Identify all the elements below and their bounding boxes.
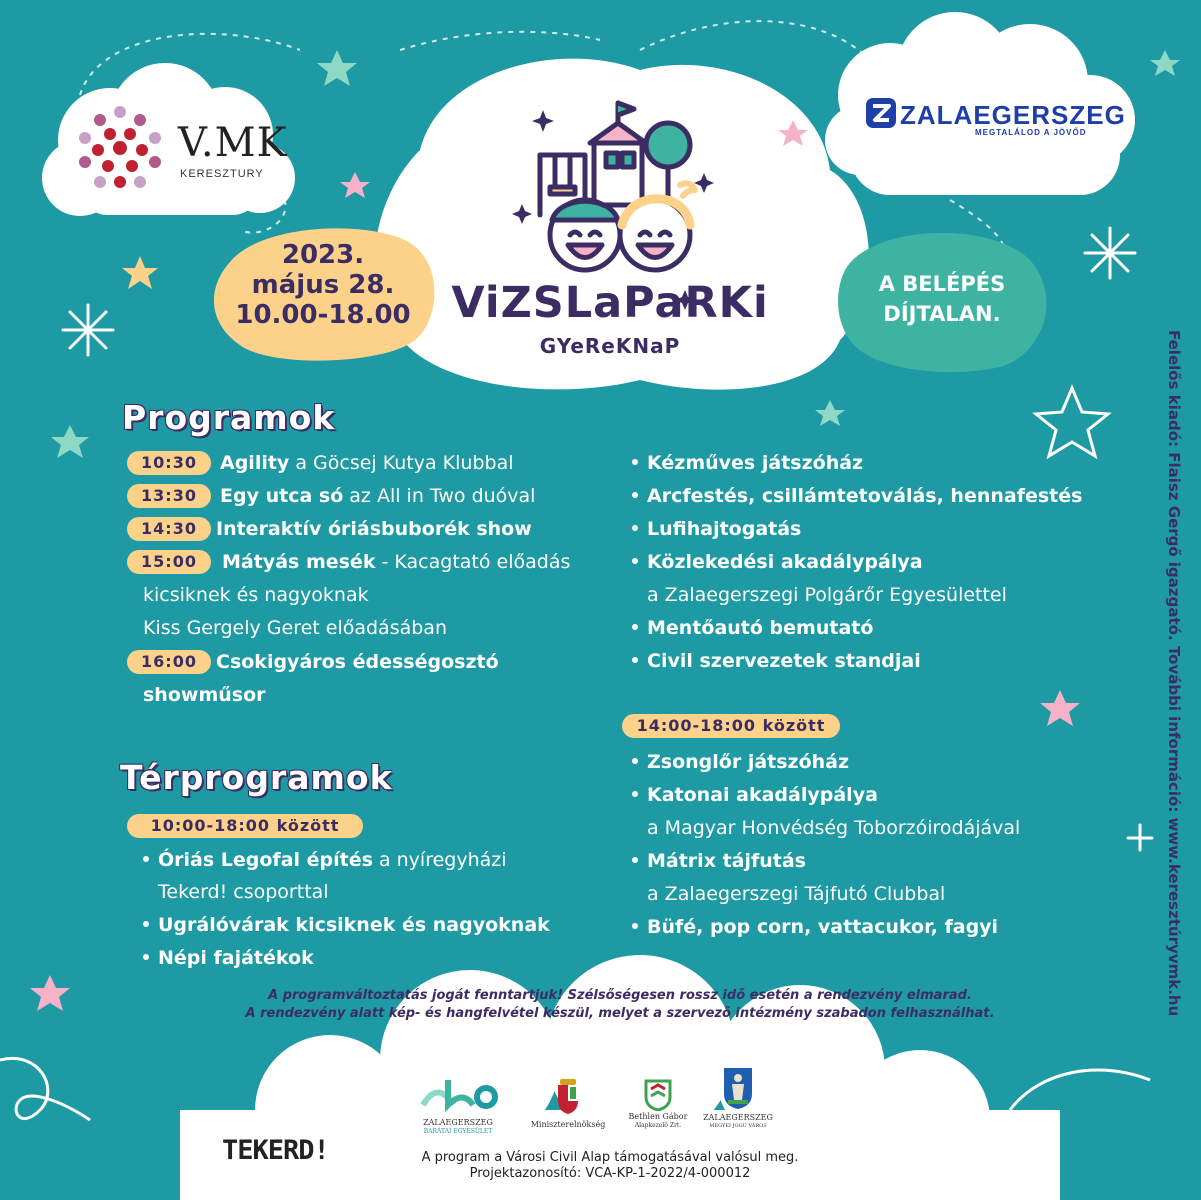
program-item <box>222 551 570 573</box>
zalaegerszeg-z-icon <box>866 98 896 128</box>
sponsor-sub: Alapkezelő Zrt. <box>634 1122 682 1129</box>
hungarian-coat-of-arms-icon <box>555 1077 581 1115</box>
date-year: 2023. <box>281 240 365 270</box>
program-time: 10:30 <box>127 451 211 475</box>
program-detail: a Göcsej Kutya Klubbal <box>289 452 514 474</box>
playground-illustration <box>530 95 710 275</box>
program-title: Egy utca só <box>220 485 344 507</box>
activity-item <box>632 784 878 806</box>
sponsor-name: Bethlen Gábor <box>628 1112 688 1121</box>
activity-title: Arcfestés, csillámtetoválás, hennafestés <box>647 485 1083 507</box>
outdoor-title: Óriás Legofal építés <box>158 849 373 871</box>
notice-line-1: A programváltoztatás jogát fenntartjuk! Szélsőségesen rossz idő esetén a rendezvény elmarad. <box>268 988 972 1003</box>
bullet-icon <box>632 525 638 531</box>
bullet-icon <box>632 624 638 630</box>
activity-item <box>632 916 998 938</box>
activity-title: Zsonglőr játszóház <box>647 751 850 773</box>
tekerd-logo: TEKERD! <box>222 1135 329 1166</box>
bullet-icon <box>143 856 149 862</box>
vmk-logo-subtitle: KERESZTURY <box>180 168 264 180</box>
bullet-icon <box>143 954 149 960</box>
program-detail: - Kacagtató előadás <box>375 551 571 573</box>
activity-title: Katonai akadálypálya <box>647 784 878 806</box>
vmk-logo-text: V.MK <box>178 120 288 166</box>
bullet-icon <box>632 492 638 498</box>
bullet-icon <box>632 758 638 764</box>
bullet-icon <box>632 791 638 797</box>
sponsor-name: ZALAEGERSZEG <box>703 1113 773 1122</box>
programs-heading: Programok <box>122 398 336 437</box>
activity-item <box>632 551 923 573</box>
activity-item <box>632 485 1082 507</box>
program-item <box>143 617 447 639</box>
outdoor-title: Népi fajátékok <box>158 947 314 969</box>
zalaegerszeg-coat-of-arms-icon <box>722 1066 754 1110</box>
outdoor-title: Ugrálóvárak kicsiknek és nagyoknak <box>158 914 550 936</box>
program-time: 16:00 <box>127 650 211 674</box>
sponsor-name: Miniszterelnökség <box>530 1120 606 1129</box>
outdoor-time-pill: 10:00-18:00 között <box>127 814 363 838</box>
program-title: Mátyás mesék <box>222 551 376 573</box>
vmk-dots-icon <box>70 100 170 200</box>
bullet-icon <box>632 459 638 465</box>
sponsor-name: ZALAEGERSZEG <box>423 1118 493 1127</box>
program-item <box>220 452 514 474</box>
program-time: 14:30 <box>127 517 211 541</box>
program-detail: az All in Two duóval <box>343 485 536 507</box>
program-item <box>220 485 535 507</box>
activity-title: Mátrix tájfutás <box>647 850 806 872</box>
outdoor-item <box>143 849 507 871</box>
funding-note: A program a Városi Civil Alap támogatásával valósul meg. <box>421 1150 799 1165</box>
afternoon-time-pill: 14:00-18:00 között <box>622 714 840 738</box>
zalaegerszeg-logo-text: ZALAEGERSZEG <box>900 100 1126 130</box>
activity-title: Kézműves játszóház <box>647 452 864 474</box>
activity-item <box>647 817 1020 839</box>
activity-title: Lufihajtogatás <box>647 518 802 540</box>
bullet-icon <box>632 857 638 863</box>
activity-item <box>632 850 806 872</box>
activity-item <box>647 883 945 905</box>
activity-item <box>632 452 863 474</box>
outdoor-detail: Tekerd! csoporttal <box>158 881 329 903</box>
program-item <box>143 684 266 706</box>
activity-item <box>632 650 921 672</box>
outdoor-item <box>143 914 550 936</box>
activity-title: Büfé, pop corn, vattacukor, fagyi <box>647 916 999 938</box>
activity-title: Közlekedési akadálypálya <box>647 551 923 573</box>
bullet-icon <box>632 657 638 663</box>
activity-item <box>632 518 801 540</box>
event-subtitle: GYeReKNaP <box>539 334 681 358</box>
date-time: 10.00-18.00 <box>235 300 411 330</box>
entry-line-1: A BELÉPÉS <box>878 272 1006 296</box>
event-title: ViZSLaPaRKi <box>451 278 769 328</box>
bullet-icon <box>632 558 638 564</box>
program-time: 15:00 <box>127 550 211 574</box>
activity-detail: a Zalaegerszegi Tájfutó Clubbal <box>647 883 946 905</box>
bullet-icon <box>143 921 149 927</box>
sponsor-sub: MEGYEI JOGÚ VÁROS <box>709 1123 767 1129</box>
bethlen-gabor-logo-icon <box>642 1077 674 1111</box>
bullet-icon <box>632 923 638 929</box>
program-item <box>143 584 369 606</box>
activity-detail: a Magyar Honvédség Toborzóirodájával <box>647 817 1021 839</box>
activity-item <box>647 584 1007 606</box>
program-title: Agility <box>220 452 290 474</box>
zalaegerszeg-tagline: MEGTALÁLOD A JÖVŐD <box>975 128 1087 137</box>
date-day: május 28. <box>251 270 395 300</box>
program-title: showműsor <box>143 684 266 706</box>
activity-title: Mentőautó bemutató <box>647 617 874 639</box>
notice-line-2: A rendezvény alatt kép- és hangfelvétel készül, melyet a szervező intézmény szabadon felhasználhat. <box>245 1006 995 1021</box>
outdoor-item <box>158 881 329 903</box>
outdoor-detail: a nyíregyházi <box>372 849 507 871</box>
activity-detail: a Zalaegerszegi Polgárőr Egyesülettel <box>647 584 1007 606</box>
program-detail: kicsiknek és nagyoknak <box>143 584 369 606</box>
sponsor-sub: BARÁTAI EGYESÜLET <box>423 1128 493 1135</box>
entry-line-2: DÍJTALAN. <box>883 302 1001 326</box>
program-item <box>216 651 499 673</box>
program-time: 13:30 <box>127 484 211 508</box>
activity-title: Civil szervezetek standjai <box>647 650 921 672</box>
program-title: Csokigyáros édességosztó <box>216 651 499 673</box>
outdoor-item <box>143 947 314 969</box>
program-title: Interaktív óriásbuborék show <box>216 518 532 540</box>
abe-logo-icon <box>418 1075 498 1115</box>
publisher-info <box>1161 330 1183 1080</box>
activity-item <box>632 751 849 773</box>
outdoor-programs-heading: Térprogramok <box>120 758 393 797</box>
activity-item <box>632 617 873 639</box>
program-detail: Kiss Gergely Geret előadásában <box>143 617 447 639</box>
project-id: Projektazonosító: VCA-KP-1-2022/4-000012 <box>469 1166 751 1181</box>
program-item <box>216 518 532 540</box>
publisher-info-text: Felelős kiadó: Flaisz Gergő igazgató. További információ: www.keresztúryvmk.hu <box>1165 330 1183 1017</box>
